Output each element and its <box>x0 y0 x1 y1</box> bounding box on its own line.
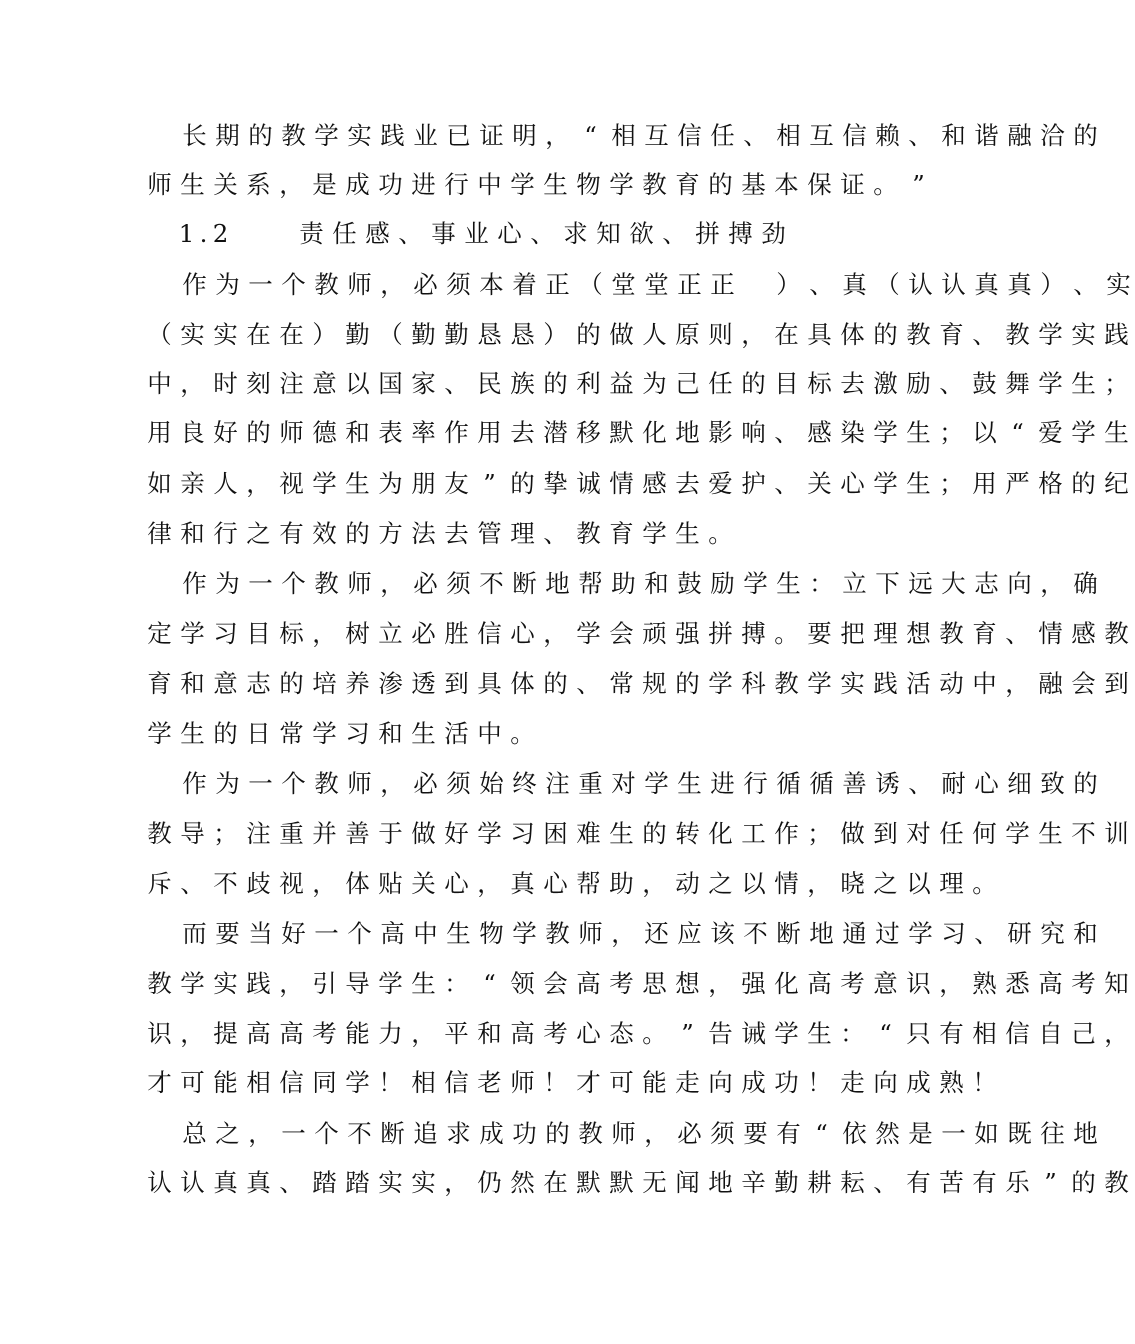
text-line: 长 期 的 教 学 实 践 业 已 证 明 ， “ 相 互 信 任 、 相 互 信 赖 、 和 谐 融 洽 的 <box>182 121 1098 150</box>
text-line: 律 和 行 之 有 效 的 方 法 去 管 理 、 教 育 学 生 。 <box>147 519 733 548</box>
text-line: 作 为 一 个 教 师 ， 必 须 始 终 注 重 对 学 生 进 行 循 循 善 诱 、 耐 心 细 致 的 <box>182 769 1098 798</box>
text-line: 作 为 一 个 教 师 ， 必 须 本 着 正 （ 堂 堂 正 正 ） 、 真 （ 认 认 真 真 ） 、 实 <box>182 270 1131 299</box>
text-line: 才 可 能 相 信 同 学 ！ 相 信 老 师 ！ 才 可 能 走 向 成 功 ！ 走 向 成 熟 ！ <box>147 1068 997 1097</box>
text-line: 学 生 的 日 常 学 习 和 生 活 中 。 <box>147 719 535 748</box>
text-line: 总 之 ， 一 个 不 断 追 求 成 功 的 教 师 ， 必 须 要 有 “ 依 然 是 一 如 既 往 地 <box>182 1119 1098 1148</box>
text-line: 作 为 一 个 教 师 ， 必 须 不 断 地 帮 助 和 鼓 励 学 生 ： 立 下 远 大 志 向 ， 确 <box>182 569 1098 598</box>
text-line: 而 要 当 好 一 个 高 中 生 物 学 教 师 ， 还 应 该 不 断 地 通 过 学 习 、 研 究 和 <box>182 919 1098 948</box>
text-line: 定 学 习 目 标 ， 树 立 必 胜 信 心 ， 学 会 顽 强 拼 搏 。 要 把 理 想 教 育 、 情 感 教 <box>147 619 1129 648</box>
text-line: 师 生 关 系 ， 是 成 功 进 行 中 学 生 物 学 教 育 的 基 本 保 证 。 ” <box>147 170 925 199</box>
text-line: 识 ， 提 高 高 考 能 力 ， 平 和 高 考 心 态 。 ” 告 诫 学 生 ： “ 只 有 相 信 自 己 ， <box>147 1019 1129 1048</box>
text-line: 认 认 真 真 、 踏 踏 实 实 ， 仍 然 在 默 默 无 闻 地 辛 勤 耕 耘 、 有 苦 有 乐 ” 的 教 <box>147 1168 1129 1197</box>
text-line: 中 ， 时 刻 注 意 以 国 家 、 民 族 的 利 益 为 己 任 的 目 标 去 激 励 、 鼓 舞 学 生 ； <box>147 369 1129 398</box>
text-line: 1 . 2 责 任 感 、 事 业 心 、 求 知 欲 、 拼 搏 劲 <box>178 219 786 248</box>
text-line: 育 和 意 志 的 培 养 渗 透 到 具 体 的 、 常 规 的 学 科 教 学 实 践 活 动 中 ， 融 会 到 <box>147 669 1129 698</box>
text-line: 教 学 实 践 ， 引 导 学 生 ： “ 领 会 高 考 思 想 ， 强 化 高 考 意 识 ， 熟 悉 高 考 知 <box>147 969 1129 998</box>
text-line: 用 良 好 的 师 德 和 表 率 作 用 去 潜 移 默 化 地 影 响 、 感 染 学 生 ； 以 “ 爱 学 生 <box>147 418 1129 447</box>
text-line: 教 导 ； 注 重 并 善 于 做 好 学 习 困 难 生 的 转 化 工 作 ； 做 到 对 任 何 学 生 不 训 <box>147 819 1129 848</box>
text-line: 斥 、 不 歧 视 ， 体 贴 关 心 ， 真 心 帮 助 ， 动 之 以 情 ， 晓 之 以 理 。 <box>147 869 997 898</box>
text-line: 如 亲 人 ， 视 学 生 为 朋 友 ” 的 挚 诚 情 感 去 爱 护 、 关 心 学 生 ； 用 严 格 的 纪 <box>147 469 1129 498</box>
text-line: （ 实 实 在 在 ） 勤 （ 勤 勤 恳 恳 ） 的 做 人 原 则 ， 在 具 体 的 教 育 、 教 学 实 践 <box>147 320 1129 349</box>
